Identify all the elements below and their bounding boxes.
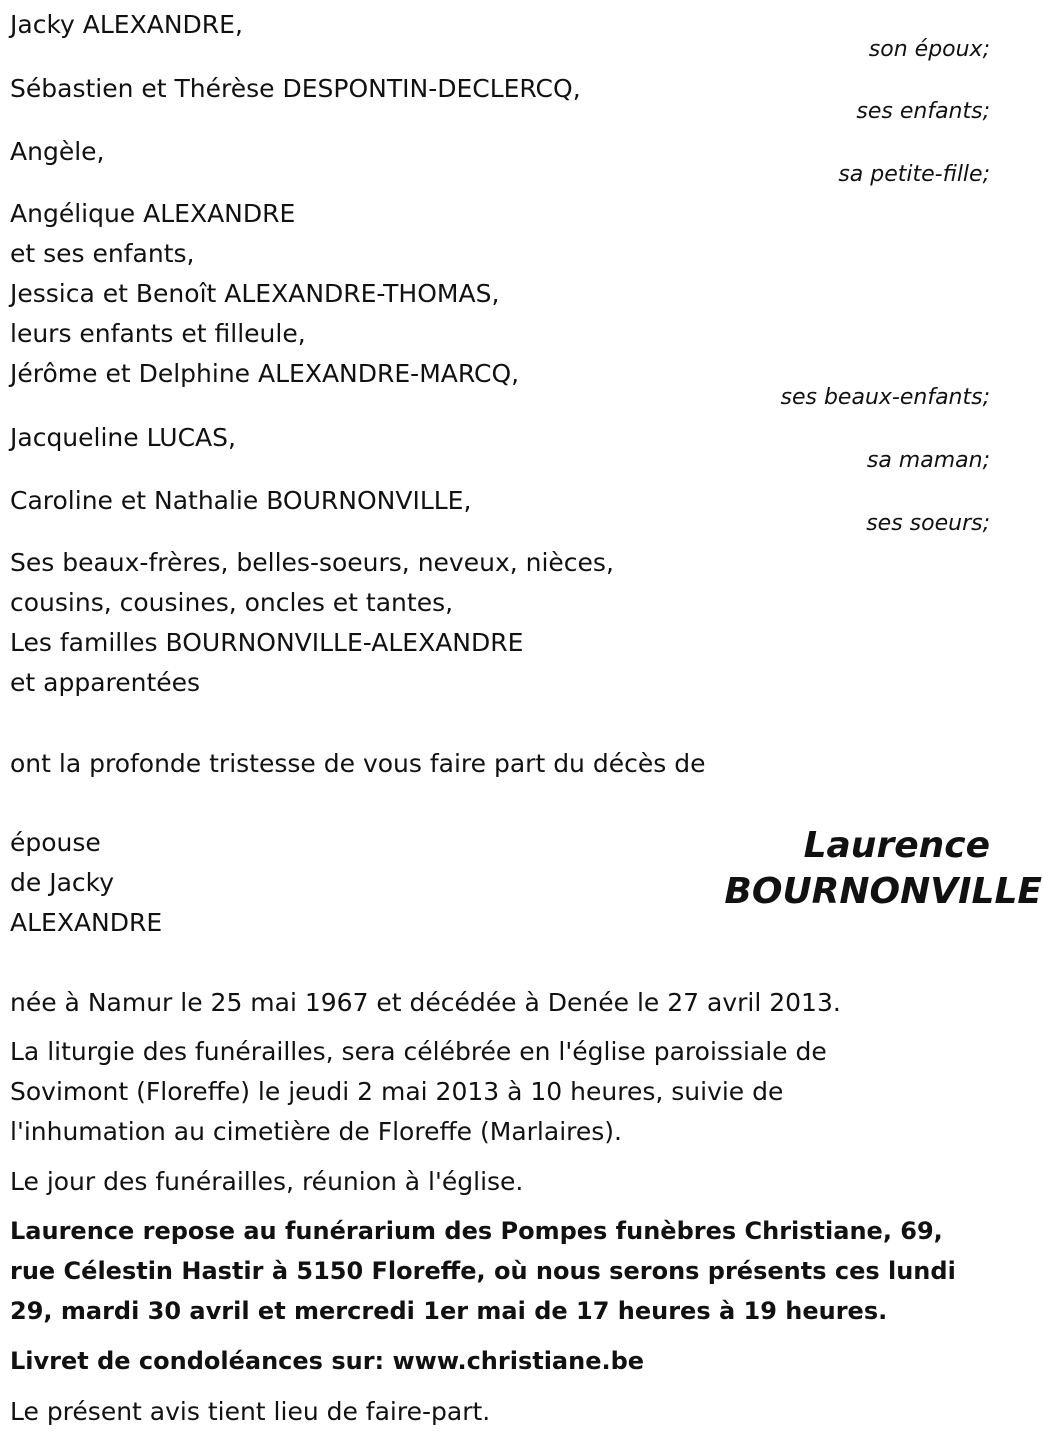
- liturgy-line: l'inhumation au cimetière de Floreffe (Marlaires).: [10, 1117, 622, 1146]
- stepchildren-role: ses beaux-enfants;: [780, 385, 990, 410]
- deceased-relation-line: de Jacky: [10, 868, 115, 897]
- sisters-name: Caroline et Nathalie BOURNONVILLE,: [10, 486, 472, 515]
- others-line: Ses beaux-frères, belles-soeurs, neveux, nièces,: [10, 548, 614, 577]
- funerarium-line: 29, mardi 30 avril et mercredi 1er mai de 17 heures à 19 heures.: [10, 1297, 888, 1325]
- liturgy-line: La liturgie des funérailles, sera célébrée en l'église paroissiale de: [10, 1037, 827, 1066]
- deceased-last-name: BOURNONVILLE: [724, 871, 1042, 912]
- stepchildren-line: Angélique ALEXANDRE: [10, 199, 296, 228]
- stepchildren-line: leurs enfants et filleule,: [10, 319, 306, 348]
- sisters-role: ses soeurs;: [866, 511, 990, 536]
- deceased-first-name: Laurence: [803, 825, 990, 866]
- others-line: cousins, cousines, oncles et tantes,: [10, 588, 454, 617]
- stepchildren-line: Jessica et Benoît ALEXANDRE-THOMAS,: [10, 279, 500, 308]
- birth-death-line: née à Namur le 25 mai 1967 et décédée à Denée le 27 avril 2013.: [10, 988, 841, 1017]
- deceased-relation-line: épouse: [10, 828, 101, 857]
- announcement-text: ont la profonde tristesse de vous faire part du décès de: [10, 749, 706, 778]
- notice-line: Le présent avis tient lieu de faire-part.: [10, 1397, 491, 1426]
- children-role: ses enfants;: [856, 99, 990, 124]
- others-line: Les familles BOURNONVILLE-ALEXANDRE: [10, 628, 524, 657]
- children-name: Sébastien et Thérèse DESPONTIN-DECLERCQ,: [10, 74, 581, 103]
- liturgy-line: Sovimont (Floreffe) le jeudi 2 mai 2013 à 10 heures, suivie de: [10, 1077, 784, 1106]
- granddaughter-name: Angèle,: [10, 137, 105, 166]
- spouse-name: Jacky ALEXANDRE,: [10, 10, 243, 39]
- stepchildren-line: Jérôme et Delphine ALEXANDRE-MARCQ,: [10, 359, 520, 388]
- spouse-role: son époux;: [868, 37, 990, 62]
- funerarium-line: Laurence repose au funérarium des Pompes funèbres Christiane, 69,: [10, 1217, 943, 1245]
- deceased-relation-line: ALEXANDRE: [10, 908, 163, 937]
- condolences-line: Livret de condoléances sur: www.christiane.be: [10, 1347, 645, 1375]
- funerarium-line: rue Célestin Hastir à 5150 Floreffe, où nous serons présents ces lundi: [10, 1257, 956, 1285]
- granddaughter-role: sa petite-fille;: [838, 162, 990, 187]
- stepchildren-line: et ses enfants,: [10, 239, 195, 268]
- meeting-line: Le jour des funérailles, réunion à l'église.: [10, 1167, 524, 1196]
- others-line: et apparentées: [10, 668, 201, 697]
- mother-name: Jacqueline LUCAS,: [10, 423, 236, 452]
- mother-role: sa maman;: [866, 448, 990, 473]
